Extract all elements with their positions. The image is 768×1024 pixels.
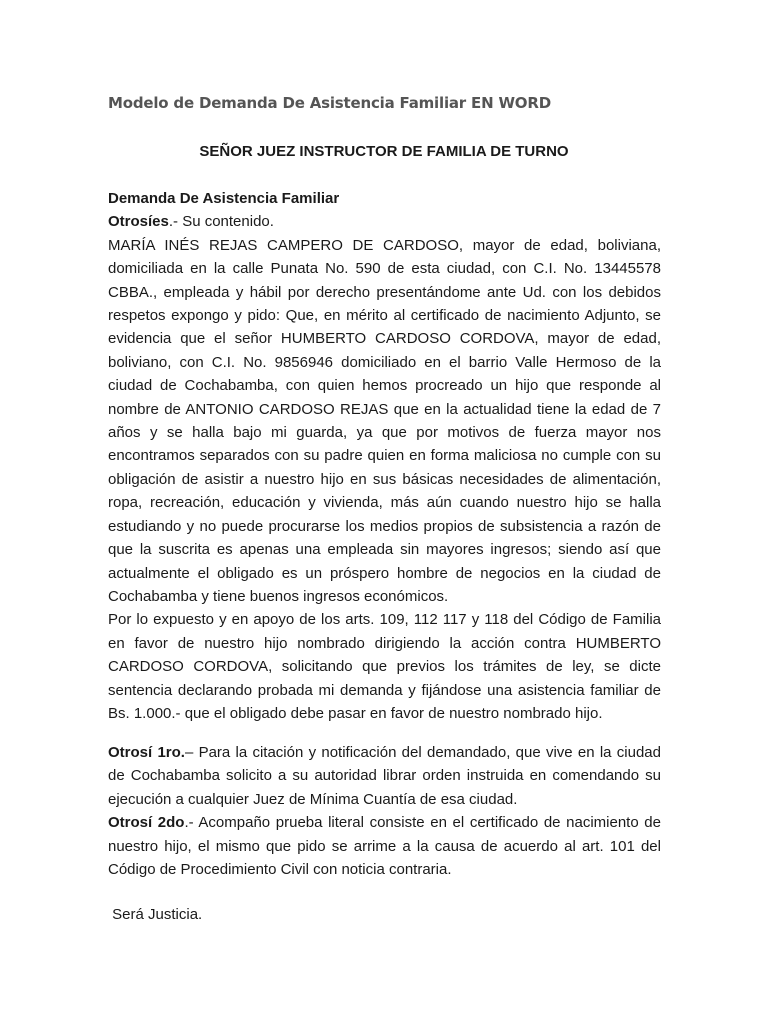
document-title: Modelo de Demanda De Asistencia Familiar EN WORD	[108, 94, 551, 112]
addressee-heading: SEÑOR JUEZ INSTRUCTOR DE FAMILIA DE TURNO	[199, 143, 569, 160]
otrosies-label: Otrosíes	[108, 213, 169, 231]
document-body-otrosi	[108, 741, 661, 881]
otrosies-line	[108, 210, 661, 233]
otrosi-2-paragraph	[108, 811, 661, 881]
subject-heading: Demanda De Asistencia Familiar	[108, 190, 340, 207]
main-paragraph: MARÍA INÉS REJAS CAMPERO DE CARDOSO, mayor de edad, boliviana, domiciliada en la calle Punata No. 590 de esta ciudad, con C.I. No. 13445578 CBBA., empleada y hábil por derecho presentándome ante Ud. con los debidos respetos expongo y pido: Que, en mérito al certificado de nacimiento Adjunto, se evidencia que el señor HUMBERTO CARDOSO CORDOVA, mayor de edad, boliviano, con C.I. No. 9856946 domiciliado en el barrio Valle Hermoso de la ciudad de Cochabamba, con quien hemos procreado un hijo que responde al nombre de ANTONIO CARDOSO REJAS que en la actualidad tiene la edad de 7 años y se halla bajo mi guarda, ya que por motivos de fuerza mayor nos encontramos separados con su padre quien en forma maliciosa no cumple con su obligación de asistir a nuestro hijo en sus básicas necesidades de alimentación, ropa, recreación, educación y vivienda, más aún cuando nuestro hijo se halla estudiando y no puede procurarse los medios propios de subsistencia a razón de que la suscrita es apenas una empleada sin mayores ingresos; siendo así que actualmente el obligado es un próspero hombre de negocios en la ciudad de Cochabamba y tiene buenos ingresos económicos.	[108, 236, 661, 605]
document-body-main	[108, 187, 661, 725]
otrosi-1-paragraph	[108, 741, 661, 811]
subject-line	[108, 187, 661, 210]
petition-paragraph: Por lo expuesto y en apoyo de los arts. 109, 112 117 y 118 del Código de Familia en favor de nuestro hijo nombrado dirigiendo la acción contra HUMBERTO CARDOSO CORDOVA, solicitando que previos los trámites de ley, se dicte sentencia declarando probada mi demanda y fijándose una asistencia familiar de Bs. 1.000.- que el obligado debe pasar en favor de nuestro nombrado hijo.	[108, 611, 661, 722]
otrosi-2-text: .- Acompaño prueba literal consiste en el certificado de nacimiento de nuestro hijo, el mismo que pido se arrime a la causa de acuerdo al art. 101 del Código de Procedimiento Civil con noticia contraria.	[108, 814, 661, 879]
closing-line: Será Justicia.	[108, 906, 203, 923]
otrosies-text: .- Su contenido.	[168, 213, 274, 231]
otrosi-2-label: Otrosí 2do	[108, 814, 185, 832]
otrosi-1-label: Otrosí 1ro.	[108, 744, 185, 761]
otrosi-1-text: – Para la citación y notificación del demandado, que vive en la ciudad de Cochabamba solicito a su autoridad librar orden instruida en comendando su ejecución a cualquier Juez de Mínima Cuantía de esa ciudad.	[108, 744, 661, 808]
